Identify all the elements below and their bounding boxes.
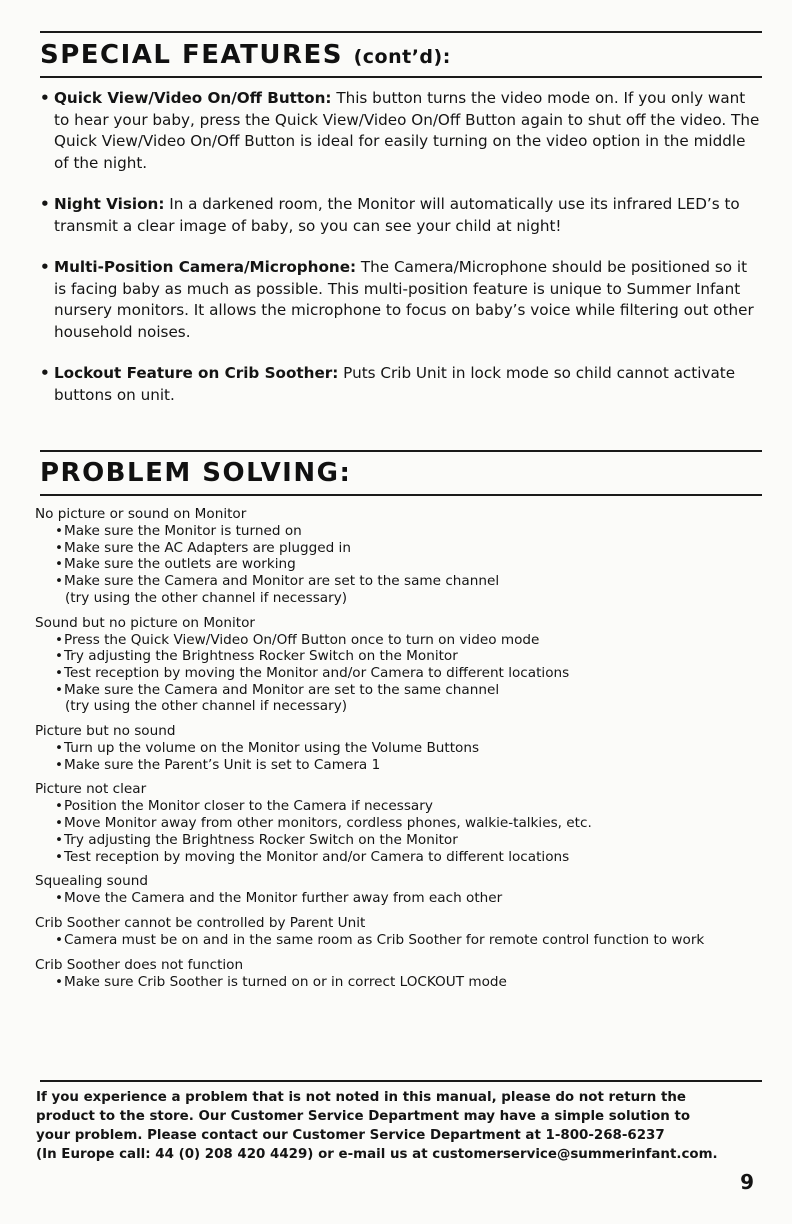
solution-note: (try using the other channel if necessary) [65, 698, 348, 715]
solution-item: • Make sure the outlets are working [35, 556, 765, 573]
feature-item [40, 88, 760, 174]
problem-title: Picture but no sound [35, 723, 176, 740]
feature-item [40, 194, 760, 237]
problem-solving-underline [40, 494, 762, 496]
feature-text: This button turns the video mode on. If you only want to hear your baby, press the Quick View/Video On/Off Button again to shut off the video. The Quick View/Video On/Off Button is ideal for easily turning on the video option in the middle of the night. [54, 89, 760, 172]
problem-title: Crib Soother does not function [35, 956, 244, 973]
solution-item: • Camera must be on and in the same room as Crib Soother for remote control function to work [35, 932, 765, 949]
problem-title: Crib Soother cannot be controlled by Parent Unit [35, 914, 366, 931]
feature-label: Night Vision: [54, 195, 165, 213]
solution-item: • Make sure the Parent’s Unit is set to Camera 1 [35, 757, 765, 774]
problem-section [35, 723, 765, 773]
feature-item [40, 363, 760, 406]
feature-text: The Camera/Microphone should be positioned so it is facing baby as much as possible. This multi-position feature is unique to Summer Infant nursery monitors. It allows the microphone to focus on baby’s voice while filtering out other household noises. [54, 258, 754, 341]
problem-list [35, 506, 765, 998]
problem-section [35, 873, 765, 907]
problem-section [35, 957, 765, 991]
problem-title: No picture or sound on Monitor [35, 506, 247, 522]
notice-line: (In Europe call: 44 (0) 208 420 4429) or e-mail us at customerservice@summerinfant.com. [36, 1147, 718, 1162]
top-rule [40, 31, 762, 33]
solution-item: • Make sure the Monitor is turned on [35, 523, 765, 540]
solution-item: • Press the Quick View/Video On/Off Button once to turn on video mode [35, 632, 765, 649]
solution-item: • Move the Camera and the Monitor further away from each other [35, 890, 765, 907]
solution-item: • Test reception by moving the Monitor and/or Camera to different locations [35, 665, 765, 682]
notice-line: If you experience a problem that is not noted in this manual, please do not return the [36, 1090, 686, 1105]
problem-section [35, 781, 765, 865]
feature-item [40, 257, 760, 343]
notice-line: your problem. Please contact our Customer Service Department at 1-800-268-6237 [36, 1128, 665, 1143]
feature-text: In a darkened room, the Monitor will automatically use its infrared LED’s to transmit a clear image of baby, so you can see your child at night! [54, 195, 740, 235]
feature-label: Multi-Position Camera/Microphone: [54, 258, 357, 276]
problem-section [35, 506, 765, 607]
solution-item: • Make sure the AC Adapters are plugged in [35, 540, 765, 557]
solution-item: • Position the Monitor closer to the Camera if necessary [35, 798, 765, 815]
solution-item: • Turn up the volume on the Monitor using the Volume Buttons [35, 740, 765, 757]
problem-section [35, 915, 765, 949]
solution-item: • Make sure the Camera and Monitor are set to the same channel [35, 682, 765, 699]
solution-item: • Try adjusting the Brightness Rocker Switch on the Monitor [35, 648, 765, 665]
notice-rule [40, 1080, 762, 1082]
problem-section [35, 615, 765, 716]
feature-text: Puts Crib Unit in lock mode so child cannot activate buttons on unit. [54, 364, 736, 404]
problem-solving-heading: PROBLEM SOLVING: [40, 458, 352, 488]
solution-item: • Make sure Crib Soother is turned on or in correct LOCKOUT mode [35, 974, 765, 991]
solution-note: (try using the other channel if necessary) [65, 589, 348, 606]
solution-item: • Move Monitor away from other monitors, cordless phones, walkie-talkies, etc. [35, 815, 765, 832]
solution-item: • Try adjusting the Brightness Rocker Switch on the Monitor [35, 832, 765, 849]
feature-list [40, 88, 760, 426]
special-features-suffix: (cont’d): [353, 46, 451, 68]
feature-label: Lockout Feature on Crib Soother: [54, 364, 339, 382]
problem-title: Sound but no picture on Monitor [35, 614, 256, 631]
page-number: 9 [740, 1170, 754, 1194]
solution-item: • Make sure the Camera and Monitor are set to the same channel [35, 573, 765, 590]
solution-item: • Test reception by moving the Monitor and/or Camera to different locations [35, 849, 765, 866]
problem-title: Picture not clear [35, 781, 147, 798]
notice-line: product to the store. Our Customer Service Department may have a simple solution to [36, 1109, 691, 1124]
problem-solving-top-rule [40, 450, 762, 452]
special-features-title: SPECIAL FEATURES [40, 40, 344, 70]
special-features-underline [40, 76, 762, 78]
special-features-heading [40, 40, 451, 70]
customer-service-notice [36, 1088, 766, 1164]
problem-title: Squealing sound [35, 873, 148, 890]
feature-label: Quick View/Video On/Off Button: [54, 89, 332, 107]
